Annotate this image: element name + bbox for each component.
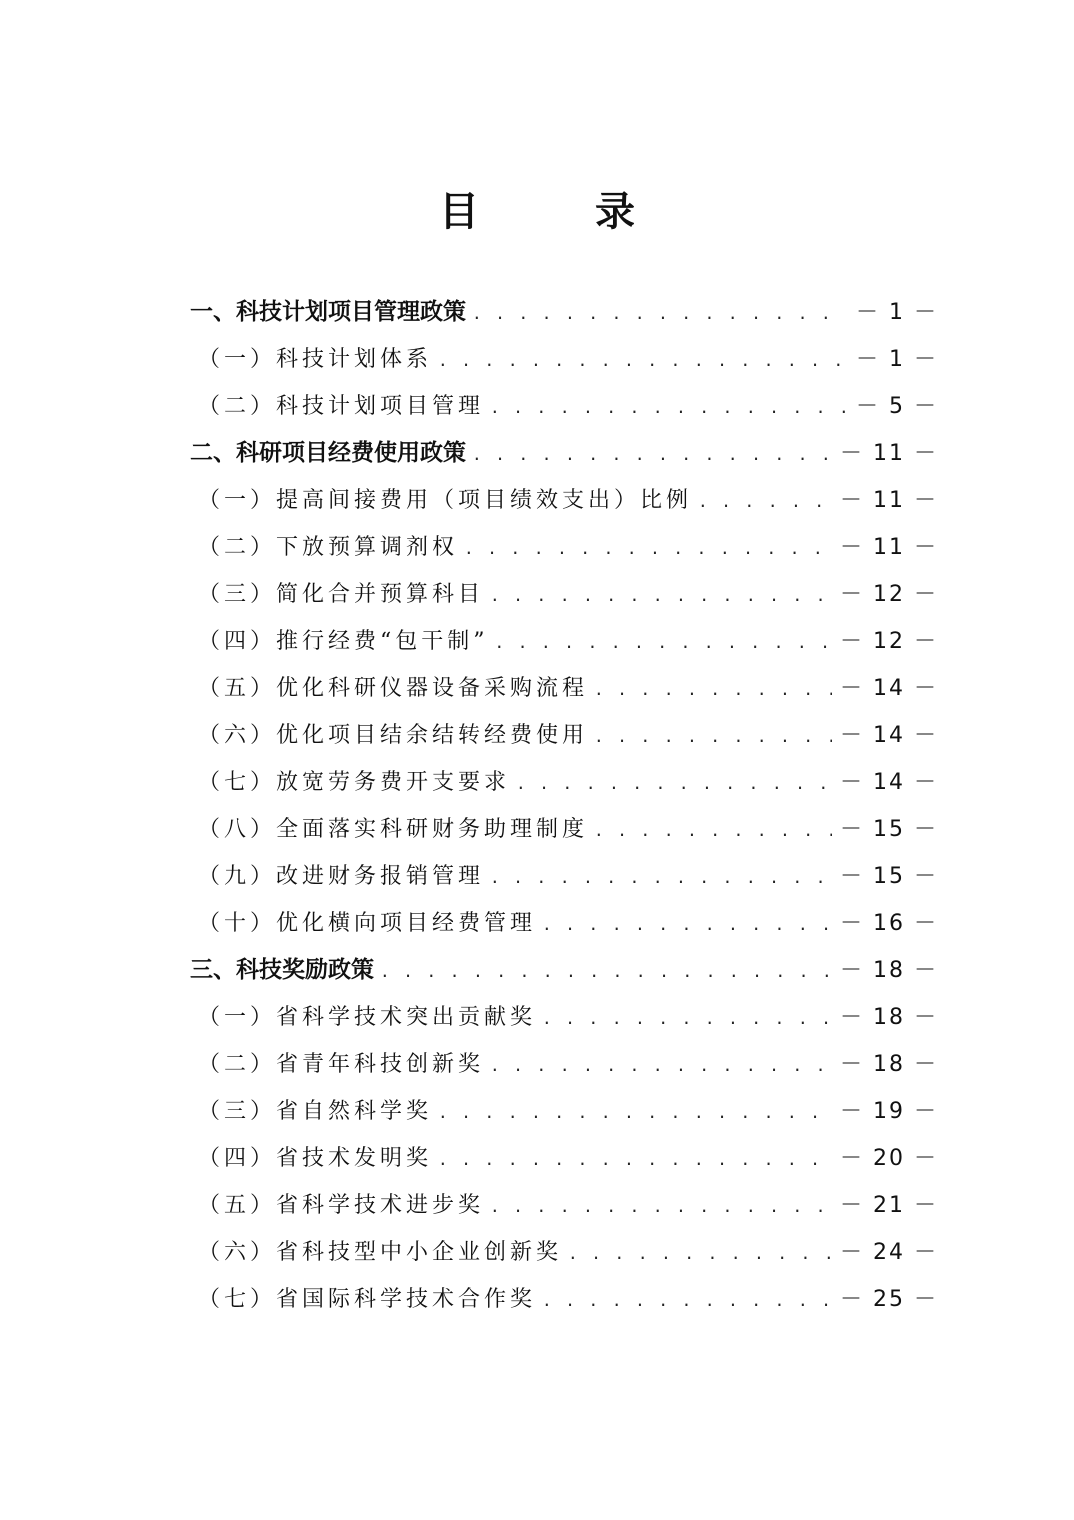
toc-entry[interactable]: [190, 1088, 938, 1135]
toc-entry[interactable]: [190, 383, 938, 430]
toc-entry-label: （一）提高间接费用（项目绩效支出）比例: [198, 488, 693, 513]
toc-entry-page: － 21 －: [840, 1193, 938, 1218]
toc-entry-page: － 1 －: [856, 347, 938, 372]
toc-entry-label: （二）科技计划项目管理: [198, 394, 485, 419]
toc-entry[interactable]: [190, 1229, 938, 1276]
toc-leader-dots: [438, 337, 848, 384]
toc-entry[interactable]: [190, 524, 938, 571]
toc-entry-label: （一）科技计划体系: [198, 347, 433, 372]
toc-entry-page: － 18 －: [840, 958, 938, 983]
toc-leader-dots: [490, 384, 848, 431]
toc-entry-label: （七）放宽劳务费开支要求: [198, 770, 511, 795]
toc-entry[interactable]: [190, 571, 938, 618]
toc-leader-dots: [472, 290, 848, 337]
toc-leader-dots: [490, 1042, 832, 1089]
toc-entry[interactable]: [190, 712, 938, 759]
toc-entry-label: （三）简化合并预算科目: [198, 582, 485, 607]
toc-leader-dots: [594, 713, 832, 760]
toc-leader-dots: [594, 666, 832, 713]
toc-leader-dots: [472, 431, 832, 478]
toc-entry[interactable]: [190, 1135, 938, 1182]
toc-entry-page: － 20 －: [840, 1146, 938, 1171]
toc-entry[interactable]: [190, 759, 938, 806]
toc-entry-label: （四）推行经费“包干制”: [198, 629, 489, 654]
toc-entry-page: － 1 －: [856, 300, 938, 325]
toc-entry-label: （五）省科学技术进步奖: [198, 1193, 485, 1218]
toc-entry-label: （七）省国际科学技术合作奖: [198, 1287, 537, 1312]
toc-leader-dots: [490, 1183, 832, 1230]
toc-leader-dots: [698, 478, 832, 525]
toc-entry-page: － 14 －: [840, 723, 938, 748]
toc-entry-page: － 25 －: [840, 1287, 938, 1312]
toc-entry-page: － 19 －: [840, 1099, 938, 1124]
toc-entry-page: － 18 －: [840, 1005, 938, 1030]
toc-entry[interactable]: [190, 1276, 938, 1323]
toc-entry-page: － 11 －: [840, 441, 938, 466]
toc-entry-page: － 18 －: [840, 1052, 938, 1077]
toc-entry[interactable]: [190, 900, 938, 947]
toc-entry[interactable]: [190, 336, 938, 383]
toc-entry-label: （二）下放预算调剂权: [198, 535, 459, 560]
toc-leader-dots: [542, 901, 832, 948]
toc-entry-page: － 11 －: [840, 535, 938, 560]
toc-entry[interactable]: [190, 289, 938, 336]
toc-entry[interactable]: [190, 477, 938, 524]
toc-entry[interactable]: [190, 806, 938, 853]
toc-leader-dots: [516, 760, 832, 807]
toc-entry-page: － 12 －: [840, 582, 938, 607]
toc-leader-dots: [495, 619, 833, 666]
toc-entry[interactable]: [190, 947, 938, 994]
toc-entry-page: － 14 －: [840, 676, 938, 701]
toc-entry-label: （四）省技术发明奖: [198, 1146, 433, 1171]
toc-leader-dots: [490, 572, 832, 619]
toc-leader-dots: [594, 807, 832, 854]
toc-entry-label: 三、科技奖励政策: [190, 957, 374, 983]
toc-leader-dots: [380, 948, 832, 995]
toc-entry-label: （十）优化横向项目经费管理: [198, 911, 537, 936]
toc-entry-label: （九）改进财务报销管理: [198, 864, 485, 889]
toc-leader-dots: [464, 525, 832, 572]
toc-leader-dots: [542, 995, 832, 1042]
toc-entry-label: （八）全面落实科研财务助理制度: [198, 817, 589, 842]
toc-entry-label: （二）省青年科技创新奖: [198, 1052, 485, 1077]
toc-entry-label: （一）省科学技术突出贡献奖: [198, 1005, 537, 1030]
table-of-contents: [190, 289, 938, 1323]
toc-entry[interactable]: [190, 994, 938, 1041]
toc-entry-label: （六）优化项目结余结转经费使用: [198, 723, 589, 748]
toc-entry[interactable]: [190, 618, 938, 665]
toc-entry-label: 一、科技计划项目管理政策: [190, 299, 466, 325]
toc-entry-page: － 15 －: [840, 864, 938, 889]
toc-entry-page: － 16 －: [840, 911, 938, 936]
toc-entry-label: （三）省自然科学奖: [198, 1099, 433, 1124]
toc-entry-page: － 24 －: [840, 1240, 938, 1265]
toc-entry[interactable]: [190, 853, 938, 900]
toc-leader-dots: [490, 854, 832, 901]
toc-leader-dots: [568, 1230, 832, 1277]
toc-entry-page: － 14 －: [840, 770, 938, 795]
toc-entry[interactable]: [190, 665, 938, 712]
toc-entry-label: （六）省科技型中小企业创新奖: [198, 1240, 563, 1265]
toc-entry[interactable]: [190, 1182, 938, 1229]
toc-entry[interactable]: [190, 1041, 938, 1088]
toc-leader-dots: [438, 1089, 832, 1136]
toc-entry-label: （五）优化科研仪器设备采购流程: [198, 676, 589, 701]
toc-leader-dots: [438, 1136, 832, 1183]
toc-entry[interactable]: [190, 430, 938, 477]
toc-entry-label: 二、科研项目经费使用政策: [190, 440, 466, 466]
toc-entry-page: － 12 －: [840, 629, 938, 654]
toc-entry-page: － 5 －: [856, 394, 938, 419]
toc-leader-dots: [542, 1277, 832, 1324]
page-title: 目 录: [439, 188, 673, 235]
toc-entry-page: － 15 －: [840, 817, 938, 842]
toc-entry-page: － 11 －: [840, 488, 938, 513]
